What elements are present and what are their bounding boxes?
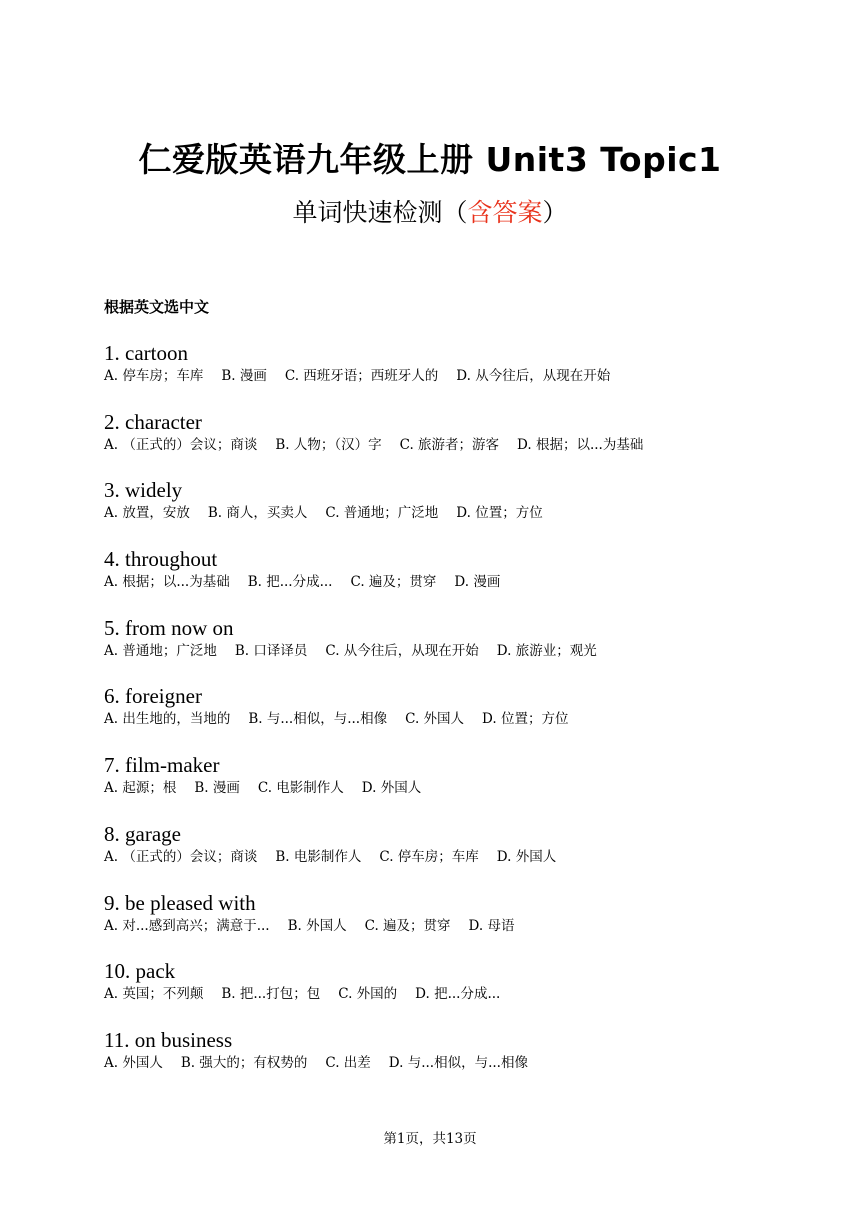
question-word: 3. widely bbox=[104, 478, 183, 503]
question-item bbox=[104, 477, 804, 546]
option-a: A. （正式的）会议；商谈 bbox=[104, 436, 258, 453]
option-d: D. 从今往后，从现在开始 bbox=[456, 368, 611, 384]
question-options bbox=[104, 709, 804, 729]
option-c: C. 出差 bbox=[325, 1054, 371, 1071]
subtitle-suffix: ） bbox=[542, 198, 568, 227]
question-item bbox=[104, 890, 804, 959]
question-options bbox=[104, 366, 804, 386]
option-a: A. （正式的）会议；商谈 bbox=[104, 848, 258, 865]
option-a: A. 出生地的，当地的 bbox=[104, 711, 231, 728]
question-item bbox=[104, 409, 804, 478]
question-options bbox=[104, 778, 804, 798]
option-d: D. 母语 bbox=[468, 917, 515, 934]
subtitle-highlight: 含答案 bbox=[467, 198, 543, 227]
option-a: A. 根据；以...为基础 bbox=[104, 574, 230, 591]
question-options bbox=[104, 984, 804, 1004]
option-b: B. 漫画 bbox=[221, 368, 267, 384]
page-subtitle bbox=[0, 193, 860, 229]
question-options bbox=[104, 503, 804, 523]
option-a: A. 英国；不列颠 bbox=[104, 986, 204, 1003]
option-b: B. 商人，买卖人 bbox=[207, 505, 308, 522]
option-b: B. 电影制作人 bbox=[275, 848, 362, 865]
question-item bbox=[104, 958, 804, 1027]
question-options bbox=[104, 641, 804, 661]
option-d: D. 外国人 bbox=[361, 780, 422, 797]
option-a: A. 普通地；广泛地 bbox=[104, 642, 217, 659]
option-c: C. 旅游者；游客 bbox=[399, 436, 500, 453]
question-word: 7. film-maker bbox=[104, 753, 220, 778]
question-item bbox=[104, 821, 804, 890]
question-word: 5. from now on bbox=[104, 615, 234, 640]
question-word: 6. foreigner bbox=[104, 684, 202, 709]
option-c: C. 外国人 bbox=[405, 711, 465, 728]
option-a: A. 起源；根 bbox=[104, 780, 177, 797]
question-item bbox=[104, 615, 804, 684]
option-c: C. 外国的 bbox=[338, 986, 398, 1003]
option-c: C. 西班牙语；西班牙人的 bbox=[284, 368, 439, 384]
question-word: 8. garage bbox=[104, 821, 181, 846]
option-d: D. 旅游业；观光 bbox=[496, 642, 597, 659]
question-item bbox=[104, 340, 804, 409]
option-c: C. 普通地；广泛地 bbox=[325, 505, 439, 522]
option-b: B. 漫画 bbox=[194, 780, 240, 797]
option-c: C. 停车房；车库 bbox=[379, 848, 479, 865]
option-c: C. 电影制作人 bbox=[257, 780, 344, 797]
option-b: B. 把...打包；包 bbox=[221, 986, 321, 1003]
option-a: A. 放置，安放 bbox=[104, 505, 190, 522]
question-item bbox=[104, 683, 804, 752]
option-b: B. 人物；（汉）字 bbox=[275, 436, 382, 453]
option-c: C. 从今往后，从现在开始 bbox=[325, 642, 479, 659]
option-d: D. 位置；方位 bbox=[482, 711, 569, 728]
question-item bbox=[104, 1027, 804, 1096]
question-options bbox=[104, 1053, 804, 1073]
option-b: B. 外国人 bbox=[287, 917, 347, 934]
question-word: 10. pack bbox=[104, 959, 176, 984]
page-title: 仁爱版英语九年级上册 Unit3 Topic1 bbox=[138, 140, 722, 179]
question-word: 9. be pleased with bbox=[104, 890, 256, 915]
question-options bbox=[104, 572, 804, 592]
page-footer: 第1页，共13页 bbox=[383, 1131, 477, 1147]
option-d: D. 与...相似，与...相像 bbox=[388, 1054, 528, 1071]
option-a: A. 对...感到高兴；满意于... bbox=[104, 917, 270, 934]
option-b: B. 把...分成... bbox=[247, 574, 333, 591]
option-b: B. 强大的；有权势的 bbox=[180, 1054, 308, 1071]
option-b: B. 与...相似，与...相像 bbox=[248, 711, 388, 728]
section-title: 根据英文选中文 bbox=[104, 298, 210, 316]
option-d: D. 外国人 bbox=[496, 848, 557, 865]
option-a: A. 停车房；车库 bbox=[104, 368, 204, 384]
option-c: C. 遍及；贯穿 bbox=[364, 917, 451, 934]
question-word: 4. throughout bbox=[104, 547, 218, 572]
question-options bbox=[104, 435, 804, 455]
question-word: 1. cartoon bbox=[104, 341, 188, 365]
option-d: D. 位置；方位 bbox=[456, 505, 543, 522]
subtitle-prefix: 单词快速检测（ bbox=[292, 198, 468, 227]
question-options bbox=[104, 847, 804, 867]
question-options bbox=[104, 916, 804, 936]
question-item bbox=[104, 546, 804, 615]
question-word: 11. on business bbox=[104, 1027, 233, 1052]
option-b: B. 口译译员 bbox=[234, 642, 308, 659]
question-list bbox=[104, 340, 804, 1096]
option-d: D. 根据；以...为基础 bbox=[517, 436, 644, 453]
question-word: 2. character bbox=[104, 409, 202, 434]
option-d: D. 把...分成... bbox=[415, 986, 501, 1003]
option-a: A. 外国人 bbox=[104, 1054, 163, 1071]
option-c: C. 遍及；贯穿 bbox=[350, 574, 437, 591]
question-item bbox=[104, 752, 804, 821]
option-d: D. 漫画 bbox=[454, 574, 501, 591]
